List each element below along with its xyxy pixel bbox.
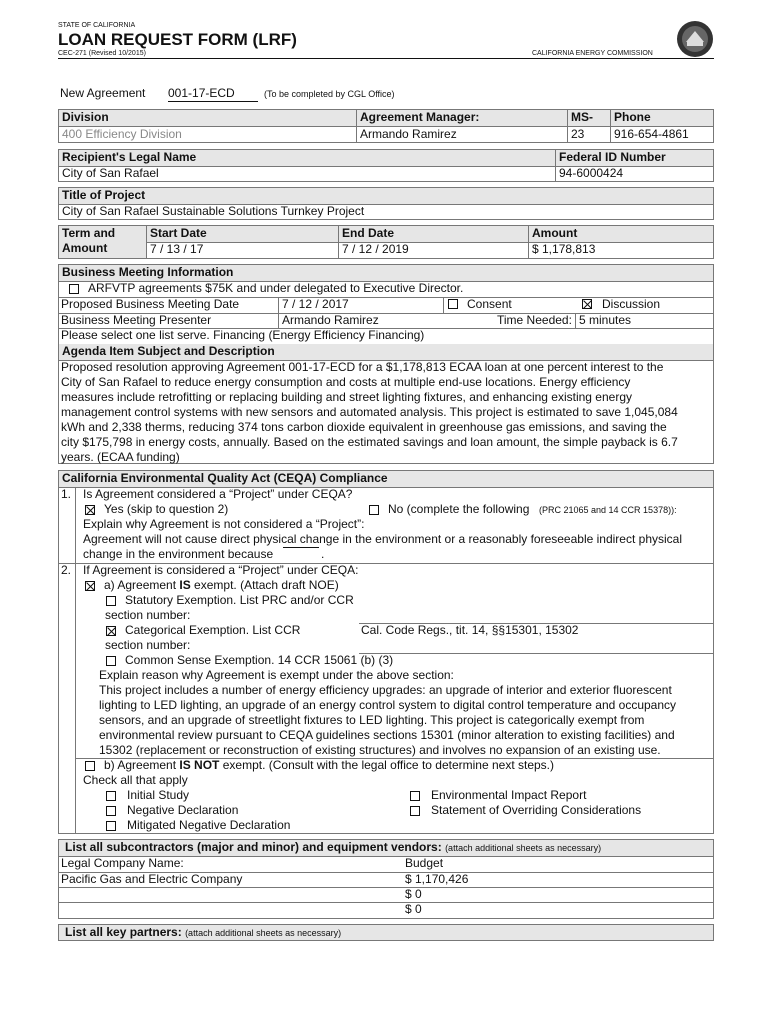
manager-field[interactable]: Armando Ramirez	[360, 127, 457, 141]
eir-label: Environmental Impact Report	[431, 788, 587, 802]
q1-yes-label: Yes (skip to question 2)	[104, 502, 229, 516]
list-serve-select[interactable]: Please select one list serve. Financing (Energy Efficiency Financing)	[61, 328, 425, 342]
meeting-date-label: Proposed Business Meeting Date	[61, 297, 240, 311]
discussion-label: Discussion	[602, 297, 661, 311]
agenda-line: years. (ECAA funding)	[61, 450, 180, 464]
q2-question: If Agreement is considered a “Project” under CEQA:	[83, 563, 359, 577]
state-seal-icon	[676, 20, 714, 58]
budget-field[interactable]: $ 1,170,426	[405, 872, 469, 886]
exempt-line: lighting to LED lighting, an upgrade of an energy control system to digital control temperature and occupancy	[99, 698, 677, 712]
phone-field[interactable]: 916-654-4861	[614, 127, 689, 141]
end-date-field[interactable]: 7 / 12 / 2019	[342, 242, 409, 256]
q2a-checkbox[interactable]	[85, 581, 95, 591]
exempt-line: sensors, and an upgrade of streetlight fixtures to LED lighting. This project is categorically exempt from	[99, 713, 645, 727]
state-label: STATE OF CALIFORNIA	[58, 22, 136, 29]
mitigated-declaration-checkbox[interactable]	[106, 821, 116, 831]
eir-checkbox[interactable]	[410, 791, 420, 801]
q1-explain-label: Explain why Agreement is not considered a “Project”:	[83, 517, 365, 531]
amount-field[interactable]: $ 1,178,813	[532, 242, 596, 256]
project-table	[58, 187, 714, 220]
meeting-date-field[interactable]: 7 / 12 / 2017	[282, 297, 349, 311]
categorical-section-field[interactable]: Cal. Code Regs., tit. 14, §§15301, 15302	[361, 623, 579, 637]
recipient-name-label: Recipient's Legal Name	[59, 150, 555, 166]
statutory-section-label: section number:	[105, 608, 191, 622]
subcontractors-section	[58, 839, 714, 919]
exempt-line: 15302 (replacement or reconstruction of existing structures) and involves no expansion of an existing use.	[99, 743, 661, 757]
manager-label: Agreement Manager:	[357, 110, 567, 126]
federal-id-label: Federal ID Number	[556, 150, 713, 166]
agenda-line: Proposed resolution approving Agreement 001-17-ECD for a $1,178,813 ECAA loan at one percent interest to the	[61, 360, 664, 374]
end-date-label: End Date	[339, 226, 528, 242]
business-meeting-header: Business Meeting Information	[59, 265, 713, 281]
overriding-checkbox[interactable]	[410, 806, 420, 816]
agenda-line: kWh and 2,338 therms, reducing 374 tons carbon dioxide equivalent in greenhouse gas emissions, and saving the	[61, 420, 667, 434]
amount-label-2: Amount	[62, 241, 108, 255]
recipient-name-field[interactable]: City of San Rafael	[62, 166, 159, 180]
division-label: Division	[59, 110, 356, 126]
division-field[interactable]: 400 Efficiency Division	[62, 127, 182, 141]
presenter-label: Business Meeting Presenter	[61, 313, 212, 327]
partners-section	[58, 924, 714, 941]
arfvtp-checkbox[interactable]	[69, 284, 79, 294]
subcontractors-header: List all subcontractors (major and minor) and equipment vendors: (attach additional sheets as necessary)	[59, 840, 713, 856]
arfvtp-label: ARFVTP agreements $75K and under delegated to Executive Director.	[88, 281, 464, 295]
q1-because-field[interactable]	[283, 547, 319, 548]
agenda-header: Agenda Item Subject and Description	[59, 344, 713, 360]
federal-id-field[interactable]: 94-6000424	[559, 166, 624, 180]
form-title: LOAN REQUEST FORM (LRF)	[58, 30, 297, 49]
agenda-line: city $175,798 in energy costs, annually. Based on the estimated savings and loan amount, the simple payback is 6.7	[61, 435, 678, 449]
consent-checkbox[interactable]	[448, 299, 458, 309]
company-name-field[interactable]: Pacific Gas and Electric Company	[61, 872, 243, 886]
negative-declaration-checkbox[interactable]	[106, 806, 116, 816]
time-needed-label: Time Needed:	[497, 313, 572, 327]
division-table	[58, 109, 714, 143]
ms-field[interactable]: 23	[571, 127, 585, 141]
exempt-explain-label: Explain reason why Agreement is exempt under the above section:	[99, 668, 454, 682]
mitigated-declaration-label: Mitigated Negative Declaration	[127, 818, 291, 832]
agenda-line: measures include retrofitting or replacing building and street lighting fixtures, and enhancing existing energy	[61, 390, 633, 404]
q2b-label: b) Agreement IS NOT exempt. (Consult with the legal office to determine next steps.)	[104, 758, 555, 772]
exempt-line: environmental review pursuant to CEQA guidelines sections 15301 (minor alteration to existing facilities) and	[99, 728, 675, 742]
term-label: Term and	[62, 226, 116, 240]
ceqa-section	[58, 470, 714, 834]
budget-field[interactable]: $ 0	[405, 902, 422, 916]
categorical-label: Categorical Exemption. List CCR	[125, 623, 301, 637]
q2b-checkbox[interactable]	[85, 761, 95, 771]
form-id: CEC-271 (Revised 10/2015)	[58, 50, 146, 57]
agreement-note: (To be completed by CGL Office)	[264, 89, 395, 99]
ms-label: MS-	[568, 110, 610, 126]
amount-label: Amount	[529, 226, 713, 242]
time-needed-field[interactable]: 5 minutes	[579, 313, 632, 327]
discussion-checkbox[interactable]	[582, 299, 592, 309]
statutory-label: Statutory Exemption. List PRC and/or CCR	[125, 593, 354, 607]
start-date-field[interactable]: 7 / 13 / 17	[150, 242, 204, 256]
agenda-line: City of San Rafael to reduce energy consumption and costs at multiple end-use locations. Energy efficiency	[61, 375, 631, 389]
common-sense-label: Common Sense Exemption. 14 CCR 15061 (b) (3)	[125, 653, 394, 667]
q1-answer-line: Agreement will not cause direct physical change in the environment or a reasonably foreseeable indirect physical	[83, 532, 682, 546]
negative-declaration-label: Negative Declaration	[127, 803, 239, 817]
business-meeting-section	[58, 264, 714, 464]
phone-label: Phone	[611, 110, 713, 126]
q1-answer-period: .	[321, 547, 325, 561]
q1-answer-line: change in the environment because	[83, 547, 274, 561]
agenda-line: management control systems with new sensors and automated analysis. This project is estimated to save 1,045,084	[61, 405, 678, 419]
common-sense-checkbox[interactable]	[106, 656, 116, 666]
q1-no-label: No (complete the following	[388, 502, 530, 516]
q1-question: Is Agreement considered a “Project” under CEQA?	[83, 487, 353, 501]
initial-study-label: Initial Study	[127, 788, 190, 802]
company-name-header: Legal Company Name:	[61, 856, 184, 870]
recipient-table	[58, 149, 714, 182]
ceqa-header: California Environmental Quality Act (CEQA) Compliance	[59, 471, 713, 487]
q1-no-checkbox[interactable]	[369, 505, 379, 515]
agreement-number-field[interactable]: 001-17-ECD	[168, 86, 258, 102]
categorical-checkbox[interactable]	[106, 626, 116, 636]
q1-number: 1.	[61, 487, 72, 501]
q1-no-reference: (PRC 21065 and 14 CCR 15378)):	[539, 505, 677, 515]
project-title-label: Title of Project	[59, 188, 713, 204]
partners-header: List all key partners: (attach additional sheets as necessary)	[59, 925, 713, 940]
start-date-label: Start Date	[147, 226, 338, 242]
initial-study-checkbox[interactable]	[106, 791, 116, 801]
statutory-checkbox[interactable]	[106, 596, 116, 606]
presenter-field[interactable]: Armando Ramirez	[282, 313, 379, 327]
check-all-label: Check all that apply	[83, 773, 188, 787]
q1-yes-checkbox[interactable]	[85, 505, 95, 515]
project-title-field[interactable]: City of San Rafael Sustainable Solutions Turnkey Project	[62, 204, 365, 218]
budget-field[interactable]: $ 0	[405, 887, 422, 901]
agency-name: CALIFORNIA ENERGY COMMISSION	[532, 50, 653, 57]
consent-label: Consent	[467, 297, 512, 311]
budget-header: Budget	[405, 856, 444, 870]
exempt-line: This project includes a number of energy efficiency upgrades: an upgrade of interior and exterior fluorescent	[99, 683, 672, 697]
new-agreement-label: New Agreement	[60, 86, 146, 100]
q2-number: 2.	[61, 563, 72, 577]
q2a-label: a) Agreement IS exempt. (Attach draft NOE)	[104, 578, 339, 592]
categorical-section-label: section number:	[105, 638, 191, 652]
term-table	[58, 225, 714, 259]
overriding-label: Statement of Overriding Considerations	[431, 803, 642, 817]
